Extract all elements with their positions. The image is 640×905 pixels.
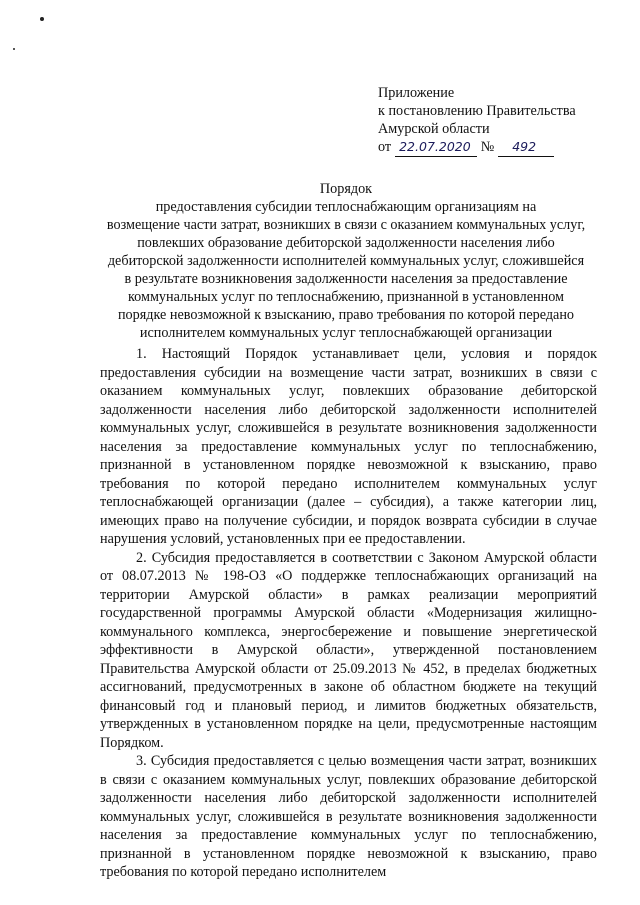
document-heading: [96, 180, 596, 342]
heading-subtitle-line: дебиторской задолженности исполнителей коммунальных услуг, сложившейся: [107, 253, 585, 269]
heading-subtitle-line: порядке невозможной к взысканию, право требования по которой передано: [117, 307, 575, 323]
handwritten-date: 22.07.2020: [395, 138, 477, 157]
document-body: [100, 345, 597, 882]
appendix-line: к постановлению Правительства: [378, 103, 576, 119]
number-prefix: №: [480, 139, 495, 155]
paragraph-2: 2. Субсидия предоставляется в соответствии с Законом Амурской области от 08.07.2013 № 198-ОЗ «О поддержке теплоснабжающих организаций на территории Амурской области» в рамках реализации мероприятий государственной программы Амурской области «Модернизация жилищно-коммунального комплекса, энергосбережение и повышение энергетической эффективности в Амурской области», утвержденной постановлением Правительства Амурской области от 25.09.2013 № 452, в пределах бюджетных ассигнований, предусмотренных в законе об областном бюджете на текущий финансовый год и плановый период, и лимитов бюджетных обязательств, утвержденных в установленном порядке на цели, предусмотренные настоящим Порядком.: [100, 549, 597, 751]
heading-subtitle-line: исполнителем коммунальных услуг теплоснабжающей организации: [139, 325, 553, 341]
heading-subtitle-line: повлекших образование дебиторской задолженности населения либо: [137, 235, 555, 251]
heading-subtitle-line: возмещение части затрат, возникших в связи с оказанием коммунальных услуг,: [106, 217, 586, 233]
scan-speck: [40, 17, 44, 21]
heading-subtitle-line: предоставления субсидии теплоснабжающим организациям на: [155, 199, 537, 215]
paragraph-3: 3. Субсидия предоставляется с целью возмещения части затрат, возникших в связи с оказанием коммунальных услуг, повлекших образование дебиторской задолженности населения либо дебиторской задолженности исполнителей коммунальных услуг, сложившейся в результате возникновения задолженности населения за предоставление коммунальных услуг по теплоснабжению, признанной в установленном порядке невозможной к взысканию, право требования по которой передано исполнителем: [100, 753, 597, 880]
appendix-block: [378, 84, 628, 157]
scan-speck: [13, 48, 15, 50]
appendix-line: Амурской области: [378, 121, 490, 137]
appendix-line: Приложение: [378, 85, 455, 101]
heading-subtitle-line: коммунальных услуг по теплоснабжению, признанной в установленном: [127, 289, 565, 305]
heading-title: Порядок: [319, 181, 373, 197]
date-prefix: от: [378, 139, 392, 155]
handwritten-number: 492: [498, 138, 554, 157]
paragraph-1: 1. Настоящий Порядок устанавливает цели, условия и порядок предоставления субсидии на возмещение части затрат, возникших в связи с оказанием коммунальных услуг, повлекших образование дебиторской задолженности населения либо дебиторской задолженности исполнителей коммунальных услуг, сложившейся в результате возникновения задолженности населения за предоставление коммунальных услуг по теплоснабжению, признанной в установленном порядке невозможной к взысканию, право требования по которой передано исполнителем коммунальных услуг теплоснабжающей организации (далее – субсидия), а также категории лиц, имеющих право на получение субсидии, и порядок возврата субсидии в случае нарушения условий, установленных при ее предоставлении.: [100, 346, 597, 547]
appendix-date-line: [378, 138, 628, 157]
heading-subtitle-line: в результате возникновения задолженности населения за предоставление: [124, 271, 568, 287]
